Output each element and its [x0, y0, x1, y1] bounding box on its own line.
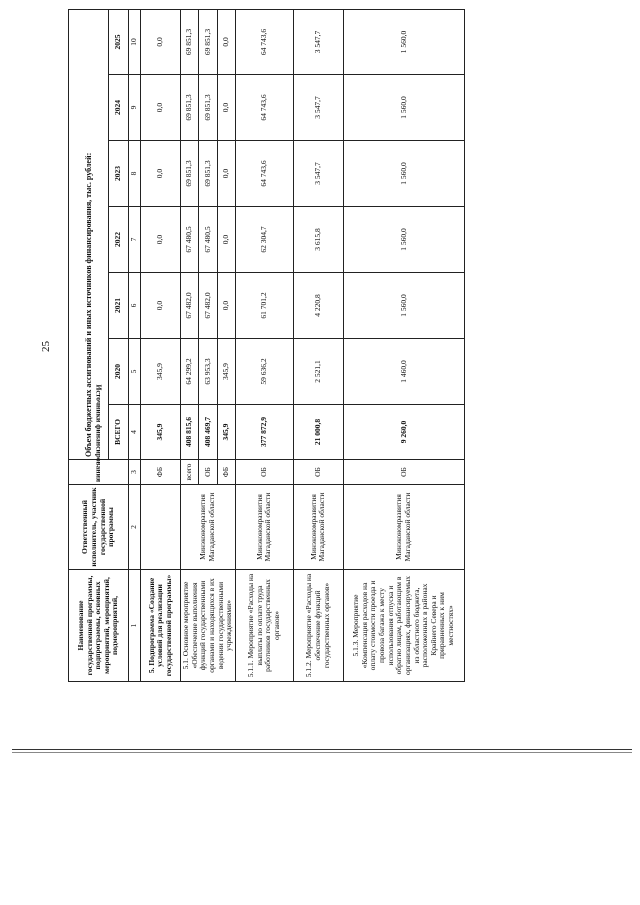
row-name: 5.1.1. Мероприятие «Расходы на выплаты по оплате труда работников государственных органов» [235, 570, 293, 682]
page-number: 25 [40, 341, 52, 352]
row-total: 345,9 [217, 405, 235, 460]
row-value-2020: 1 460,0 [343, 339, 464, 405]
row-executor: Минэкономразвития Магаданской области [293, 485, 343, 570]
column-number-row [129, 9, 141, 681]
row-source: ФБ [217, 460, 235, 485]
row-value-2025: 0,0 [141, 9, 181, 74]
row-source: ОБ [343, 460, 464, 485]
column-number: 7 [129, 207, 141, 273]
row-name: 5.1. Основное мероприятие «Обеспечение выполнения функций государственными органами и находящихся в их ведении государственными учреждениями» [181, 570, 236, 682]
row-value-2023: 64 743,6 [235, 141, 293, 207]
header-source-text: Источники финансирования [94, 384, 104, 482]
row-executor: Минэкономразвития Магаданской области [235, 485, 293, 570]
row-value-2024: 0,0 [217, 75, 235, 141]
row-value-2024: 1 560,0 [343, 75, 464, 141]
row-total: 377 872,9 [235, 405, 293, 460]
row-value-2025: 1 560,0 [343, 9, 464, 74]
row-value-2025: 3 547,7 [293, 9, 343, 74]
header-year-2023: 2023 [109, 141, 129, 207]
row-value-2020: 63 953,3 [199, 339, 217, 405]
table-row [181, 9, 199, 681]
row-executor: Минэкономразвития Магаданской области [181, 485, 236, 570]
row-total: 408 469,7 [199, 405, 217, 460]
row-value-2022: 67 480,5 [199, 207, 217, 273]
column-number: 3 [129, 460, 141, 485]
table-row [343, 9, 464, 681]
header-name: Наименование государственной программы, подпрограммы, основных мероприятий, мероприятий, подмероприятий, [69, 570, 129, 682]
row-value-2020: 345,9 [141, 339, 181, 405]
row-value-2023: 0,0 [141, 141, 181, 207]
row-value-2022: 67 480,5 [181, 207, 199, 273]
table-row [141, 9, 181, 681]
row-value-2022: 1 560,0 [343, 207, 464, 273]
column-number: 6 [129, 273, 141, 339]
column-number: 5 [129, 339, 141, 405]
row-value-2024: 0,0 [141, 75, 181, 141]
row-value-2020: 64 299,2 [181, 339, 199, 405]
row-value-2020: 59 636,2 [235, 339, 293, 405]
row-total: 9 260,0 [343, 405, 464, 460]
column-number: 9 [129, 75, 141, 141]
row-total: 345,9 [141, 405, 181, 460]
column-number: 1 [129, 570, 141, 682]
row-value-2021: 67 482,0 [199, 273, 217, 339]
row-source: ОБ [293, 460, 343, 485]
row-value-2022: 3 615,8 [293, 207, 343, 273]
row-value-2023: 0,0 [217, 141, 235, 207]
row-value-2021: 4 220,8 [293, 273, 343, 339]
scan-edge-line [12, 749, 632, 750]
budget-table-sheet [68, 10, 465, 682]
row-executor: Минэкономразвития Магаданской области [343, 485, 464, 570]
row-value-2024: 64 743,6 [235, 75, 293, 141]
header-year-2021: 2021 [109, 273, 129, 339]
row-value-2021: 1 560,0 [343, 273, 464, 339]
header-total: ВСЕГО [109, 405, 129, 460]
row-value-2022: 62 304,7 [235, 207, 293, 273]
row-value-2022: 0,0 [217, 207, 235, 273]
row-name: 5.1.3. Мероприятие «Компенсация расходов на оплату стоимости проезда и провоза багажа к месту использования отпуска и обратно лицам, работающим в организациях, финансируемых из областного бюджета, расположенных в районах Крайнего Севера и приравненных к ним местностях» [343, 570, 464, 682]
row-value-2022: 0,0 [141, 207, 181, 273]
row-value-2025: 64 743,6 [235, 9, 293, 74]
scan-edge-line [12, 752, 632, 753]
row-source: ОБ [199, 460, 217, 485]
row-value-2021: 61 701,2 [235, 273, 293, 339]
column-number: 10 [129, 9, 141, 74]
row-value-2025: 0,0 [217, 9, 235, 74]
header-year-2020: 2020 [109, 339, 129, 405]
row-value-2023: 69 851,3 [181, 141, 199, 207]
row-total: 408 815,6 [181, 405, 199, 460]
row-name: 5.1.2. Мероприятие «Расходы на обеспечение функций государственных органов» [293, 570, 343, 682]
row-value-2021: 0,0 [141, 273, 181, 339]
table-row [293, 9, 343, 681]
row-value-2025: 69 851,3 [199, 9, 217, 74]
row-value-2023: 3 547,7 [293, 141, 343, 207]
column-number: 4 [129, 405, 141, 460]
header-executor: Ответственный исполнитель, участник государственной программы [69, 485, 129, 570]
row-value-2024: 69 851,3 [181, 75, 199, 141]
header-year-2024: 2024 [109, 75, 129, 141]
row-name: 5. Подпрограмма «Создание условий для реализации государственной программы» [141, 570, 181, 682]
row-value-2021: 0,0 [217, 273, 235, 339]
row-executor [141, 485, 181, 570]
row-value-2021: 67 482,0 [181, 273, 199, 339]
header-funding: Объем бюджетных ассигнований и иных источников финансирования, тыс. рублей: [69, 9, 109, 459]
header-year-2022: 2022 [109, 207, 129, 273]
row-value-2025: 69 851,3 [181, 9, 199, 74]
header-year-2025: 2025 [109, 9, 129, 74]
column-number: 8 [129, 141, 141, 207]
row-value-2020: 345,9 [217, 339, 235, 405]
column-number: 2 [129, 485, 141, 570]
row-value-2024: 3 547,7 [293, 75, 343, 141]
row-value-2023: 1 560,0 [343, 141, 464, 207]
table-row [235, 9, 293, 681]
row-total: 21 000,8 [293, 405, 343, 460]
row-source: всего [181, 460, 199, 485]
row-value-2020: 2 521,1 [293, 339, 343, 405]
row-value-2024: 69 851,3 [199, 75, 217, 141]
row-value-2023: 69 851,3 [199, 141, 217, 207]
budget-table [68, 9, 465, 682]
row-source: ФБ [141, 460, 181, 485]
row-source: ОБ [235, 460, 293, 485]
